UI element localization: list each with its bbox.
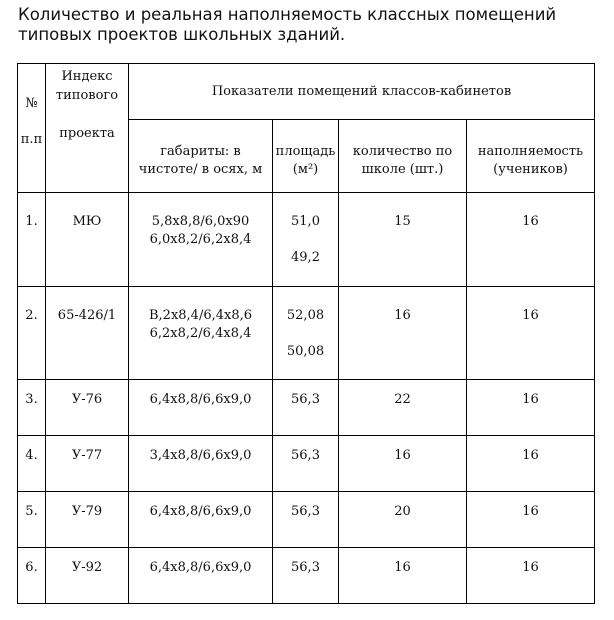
header-dimensions-line-1: габариты: в	[160, 144, 241, 159]
header-dimensions	[129, 120, 273, 193]
document-title	[18, 5, 598, 45]
row-dimensions-line-1: В,2х8,4/6,4х8,6	[148, 308, 253, 323]
row-area: 56,3	[273, 548, 339, 604]
row-fill: 16	[467, 287, 595, 380]
table-row	[18, 287, 595, 380]
row-index: МЮ	[46, 193, 129, 287]
row-area: 56,3	[273, 492, 339, 548]
row-area-line-2: 50,08	[286, 344, 325, 359]
header-index	[46, 64, 129, 193]
row-count: 16	[339, 287, 467, 380]
header-count-line-2: школе (шт.)	[361, 162, 444, 177]
row-area: 56,3	[273, 436, 339, 492]
table-row	[18, 380, 595, 436]
header-dimensions-line-2: чистоте/ в осях, м	[138, 162, 263, 177]
row-index: У-92	[46, 548, 129, 604]
header-area-line-1: площадь	[275, 144, 336, 159]
title-line-1: Количество и реальная наполняемость классных помещений	[18, 5, 557, 24]
row-number: 3.	[18, 380, 46, 436]
row-count: 20	[339, 492, 467, 548]
header-row-1	[18, 64, 595, 120]
row-index: 65-426/1	[46, 287, 129, 380]
header-number-line-1: №	[25, 96, 38, 111]
header-number	[18, 64, 46, 193]
row-number: 5.	[18, 492, 46, 548]
row-dimensions: 6,4х8,8/6,6х9,0	[129, 548, 273, 604]
header-area	[273, 120, 339, 193]
table-row	[18, 492, 595, 548]
row-dimensions-line-2: 6,2х8,2/6,4х8,4	[149, 326, 252, 341]
row-fill: 16	[467, 436, 595, 492]
header-count-line-1: количество по	[352, 144, 453, 159]
row-number: 1.	[18, 193, 46, 287]
row-count: 16	[339, 548, 467, 604]
row-index: У-77	[46, 436, 129, 492]
row-index: У-76	[46, 380, 129, 436]
table-row	[18, 548, 595, 604]
row-dimensions: 6,4х8,8/6,6х9,0	[129, 492, 273, 548]
row-area-line-2: 49,2	[291, 250, 320, 265]
row-number: 6.	[18, 548, 46, 604]
header-fill	[467, 120, 595, 193]
row-fill: 16	[467, 548, 595, 604]
row-count: 16	[339, 436, 467, 492]
row-area-line-1: 51,0	[291, 214, 320, 229]
header-index-line-3: проекта	[59, 126, 115, 141]
header-area-line-2: (м²)	[292, 162, 319, 177]
row-dimensions	[129, 287, 273, 380]
table-row	[18, 436, 595, 492]
row-fill: 16	[467, 193, 595, 287]
row-number: 4.	[18, 436, 46, 492]
header-number-line-2: п.п	[20, 132, 43, 147]
row-dimensions-line-1: 5,8х8,8/6,0х90	[151, 214, 250, 229]
row-area: 56,3	[273, 380, 339, 436]
header-index-line-2: типового	[55, 88, 119, 103]
table-row	[18, 193, 595, 287]
row-dimensions: 3,4х8,8/6,6х9,0	[129, 436, 273, 492]
row-dimensions	[129, 193, 273, 287]
header-fill-line-2: (учеников)	[493, 162, 568, 177]
classrooms-table	[17, 63, 595, 604]
row-index: У-79	[46, 492, 129, 548]
row-area	[273, 193, 339, 287]
row-count: 22	[339, 380, 467, 436]
row-dimensions-line-2: 6,0х8,2/6,2х8,4	[149, 232, 252, 247]
row-area-line-1: 52,08	[286, 308, 325, 323]
row-count: 15	[339, 193, 467, 287]
row-dimensions: 6,4х8,8/6,6х9,0	[129, 380, 273, 436]
header-index-line-1: Индекс	[61, 69, 113, 84]
header-count	[339, 120, 467, 193]
row-fill: 16	[467, 380, 595, 436]
title-line-2: типовых проектов школьных зданий.	[18, 25, 346, 44]
row-fill: 16	[467, 492, 595, 548]
row-number: 2.	[18, 287, 46, 380]
header-fill-line-1: наполняемость	[477, 144, 584, 159]
header-group: Показатели помещений классов-кабинетов	[129, 64, 595, 120]
row-area	[273, 287, 339, 380]
